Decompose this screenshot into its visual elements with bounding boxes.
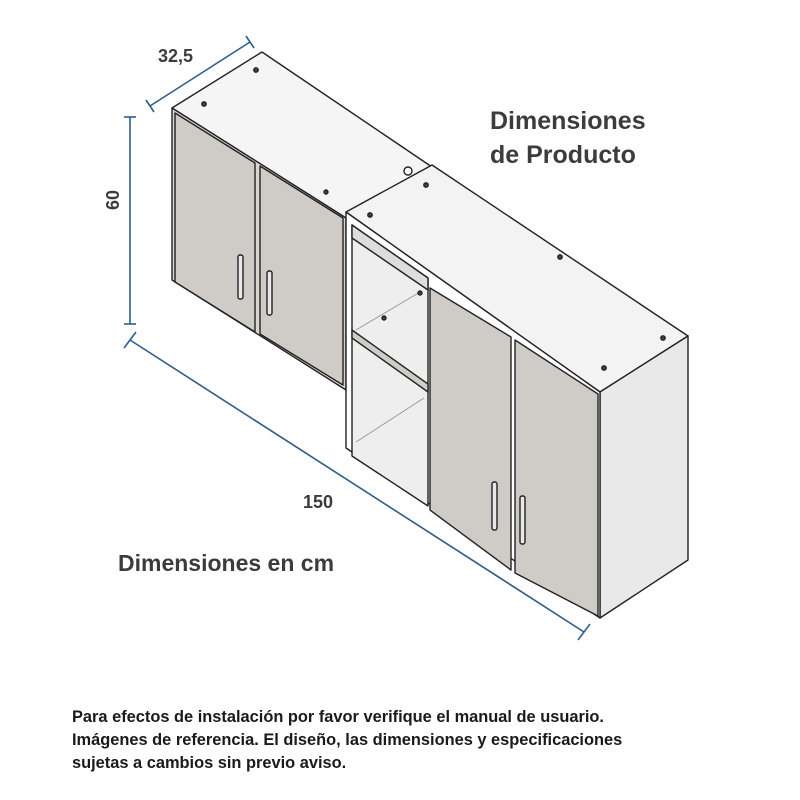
right-cabinet [346, 165, 688, 618]
disclaimer-line-2: Imágenes de referencia. El diseño, las dimensiones y especificaciones [72, 731, 623, 749]
right-door-1 [430, 288, 511, 570]
product-dimensions-title [490, 104, 646, 172]
handle-right-door-1 [492, 482, 497, 530]
units-label: Dimensiones en cm [118, 550, 335, 576]
depth-label: 32,5 [158, 46, 194, 66]
disclaimer-line-3: sujetas a cambios sin previo aviso. [72, 754, 347, 772]
disclaimer-line-1: Para efectos de instalación por favor verifique el manual de usuario. [72, 708, 604, 726]
title-line-1: Dimensiones [490, 107, 646, 135]
title-line-2: de Producto [490, 141, 636, 169]
height-label: 60 [103, 189, 123, 210]
width-label: 150 [303, 492, 334, 512]
disclaimer [72, 706, 772, 775]
handle-right-door-2 [520, 496, 525, 544]
handle-left-door-2 [267, 271, 272, 315]
handle-left-door-1 [238, 255, 243, 299]
